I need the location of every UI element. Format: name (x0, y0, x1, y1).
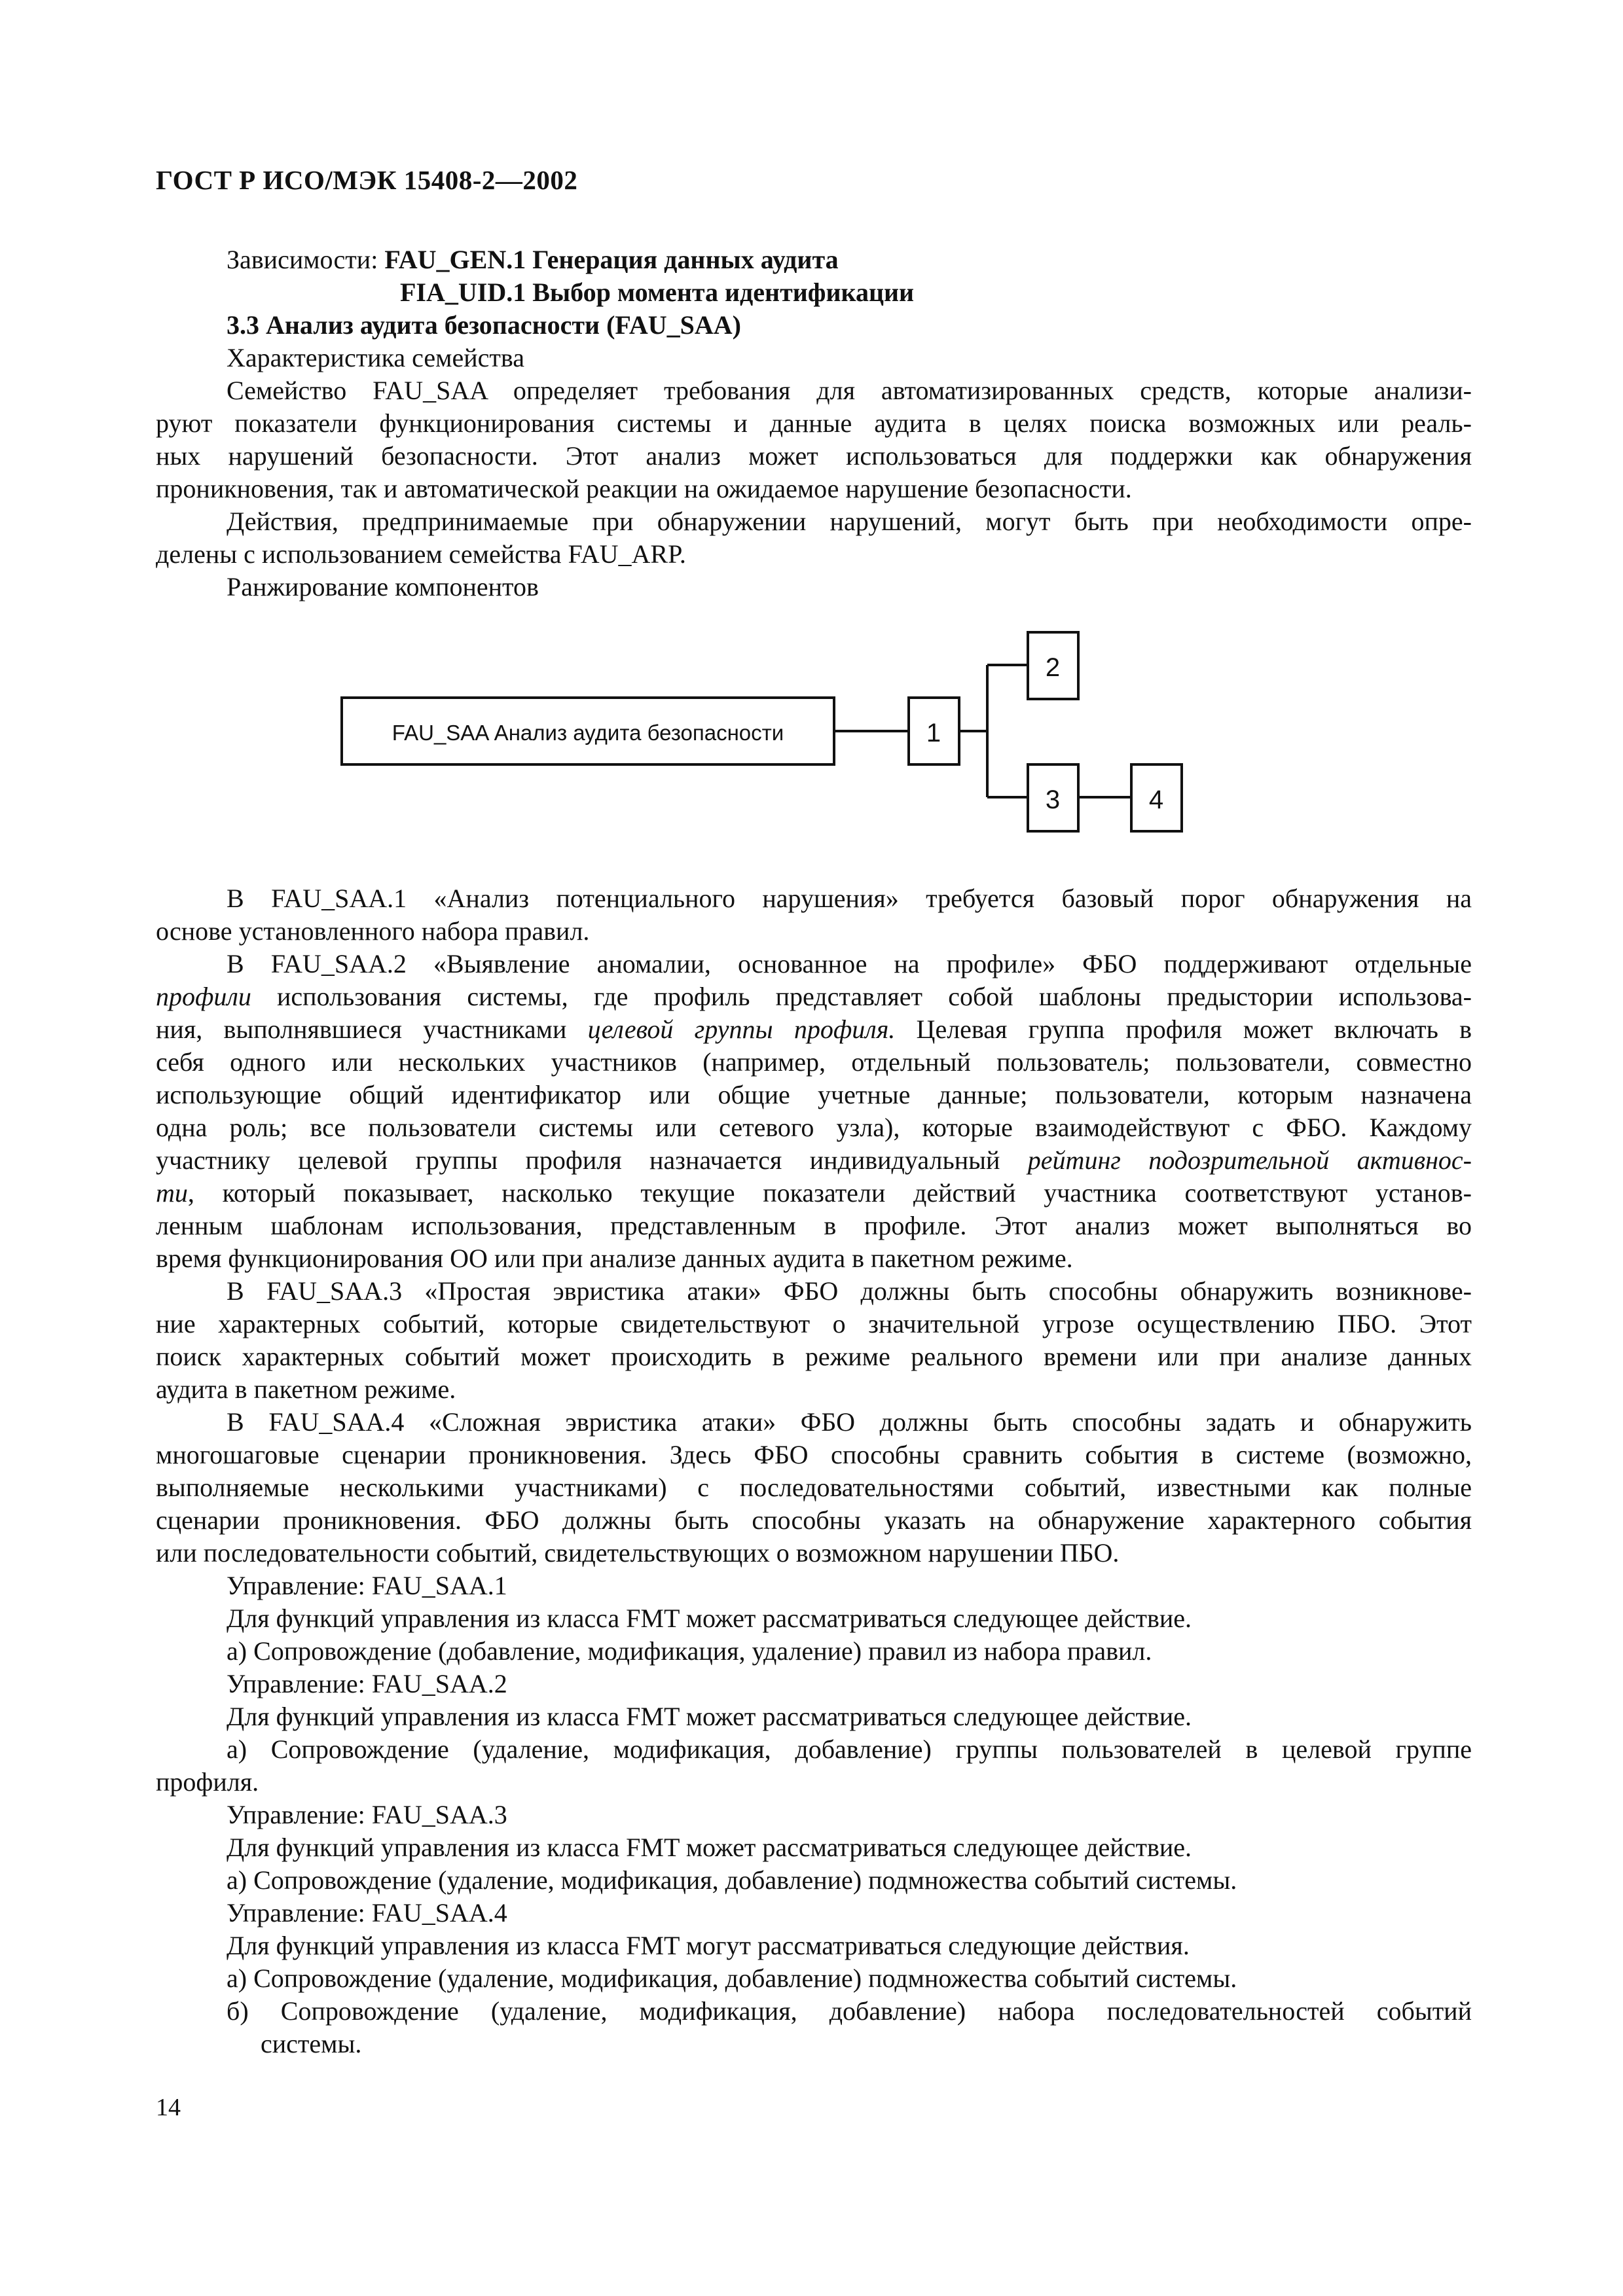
management-intro: Для функций управления из класса FMT могут рассматриваться следующие действия. (227, 1931, 1190, 1960)
family-box-label: FAU_SAA Анализ аудита безопасности (392, 721, 784, 745)
dependencies-label: Зависимости: (227, 245, 385, 274)
saa2-paragraph (156, 948, 1472, 1275)
management-title: Управление: FAU_SAA.1 (227, 1571, 507, 1600)
management-saa4 (156, 1897, 1472, 2060)
paragraph-line: Действия, предпринимаемые при обнаружении нарушений, могут быть при необходимости опре- (227, 507, 1472, 536)
paragraph-line: многошаговые сценарии проникновения. Здесь ФБО способны сравнить события в системе (возможно, (156, 1440, 1472, 1469)
section-title: 3.3 Анализ аудита безопасности (FAU_SAA) (227, 310, 741, 340)
paragraph-line: выполняемые несколькими участниками) с последовательностями событий, известными как полные (156, 1473, 1472, 1502)
paragraph-line: В FAU_SAA.2 «Выявление аномалии, основанное на профиле» ФБО поддерживают отдельные (227, 949, 1472, 978)
text-run: , который показывает, насколько текущие показатели действий участника соответствуют установ- (187, 1178, 1472, 1208)
top-text-block (156, 243, 1472, 603)
italic-term: рейтинг подозрительной активнос- (1027, 1145, 1472, 1175)
management-item: а) Сопровождение (удаление, модификация, добавление) подмножества событий системы. (227, 1964, 1237, 1993)
management-intro: Для функций управления из класса FMT может рассматриваться следующее действие. (227, 1833, 1192, 1862)
paragraph-line: себя одного или нескольких участников (например, отдельный пользователь; пользователи, совместно (156, 1047, 1472, 1077)
dependency-fia-uid-1: FIA_UID.1 Выбор момента идентификации (400, 278, 915, 307)
text-run: Целевая группа профиля может включать в (895, 1014, 1472, 1044)
paragraph-line: время функционирования ОО или при анализе данных аудита в пакетном режиме. (156, 1244, 1073, 1273)
paragraph-line (156, 980, 1472, 1013)
management-saa3 (156, 1799, 1472, 1897)
paragraph-line (156, 1013, 1472, 1046)
body-text-block (156, 882, 1472, 2060)
management-item-continuation: системы. (261, 2029, 362, 2058)
text-run: использования системы, где профиль представляет собой шаблоны предыстории использова- (251, 982, 1472, 1011)
management-saa1 (156, 1570, 1472, 1668)
text-run: ния, выполнявшиеся участниками (156, 1014, 588, 1044)
component-box-4 (1131, 764, 1182, 831)
saa3-paragraph (156, 1275, 1472, 1406)
component-label-4: 4 (1148, 785, 1164, 814)
family-box (342, 698, 834, 764)
management-intro: Для функций управления из класса FMT может рассматриваться следующее действие. (227, 1604, 1192, 1633)
saa4-paragraph (156, 1406, 1472, 1570)
paragraph-line (156, 1177, 1472, 1210)
paragraph-line: В FAU_SAA.1 «Анализ потенциального нарушения» требуется базовый порог обнаружения на (227, 884, 1472, 913)
family-paragraph-2 (156, 505, 1472, 571)
dependencies-line-1 (156, 243, 1472, 276)
page-number: 14 (156, 2094, 181, 2121)
paragraph-line: ние характерных событий, которые свидетельствуют о значительной угрозе осуществлению ПБО. Этот (156, 1309, 1472, 1338)
component-label-2: 2 (1045, 653, 1061, 682)
family-paragraph-1 (156, 374, 1472, 505)
paragraph-line: Семейство FAU_SAA определяет требования для автоматизированных средств, которые анализи- (227, 376, 1472, 405)
paragraph-line: проникновения, так и автоматической реакции на ожидаемое нарушение безопасности. (156, 474, 1132, 503)
italic-term: ти (156, 1178, 188, 1208)
paragraph-line: использующие общий идентификатор или общие учетные данные; пользователи, которым назначена (156, 1080, 1472, 1109)
management-item: а) Сопровождение (удаление, модификация, добавление) подмножества событий системы. (227, 1865, 1237, 1895)
management-title: Управление: FAU_SAA.2 (227, 1669, 507, 1698)
management-title: Управление: FAU_SAA.4 (227, 1898, 507, 1928)
paragraph-line: сценарии проникновения. ФБО должны быть способны указать на обнаружение характерного события (156, 1505, 1472, 1535)
paragraph-line: В FAU_SAA.3 «Простая эвристика атаки» ФБО должны быть способны обнаружить возникнове- (227, 1276, 1472, 1306)
paragraph-line (156, 1144, 1472, 1177)
dependency-fau-gen-1: FAU_GEN.1 Генерация данных аудита (384, 245, 839, 274)
component-box-3 (1028, 764, 1078, 831)
paragraph-line: аудита в пакетном режиме. (156, 1374, 456, 1404)
component-label-1: 1 (926, 719, 941, 747)
component-box-2 (1028, 632, 1078, 699)
component-label-3: 3 (1045, 785, 1061, 814)
component-box-1 (909, 698, 959, 764)
paragraph-line: или последовательности событий, свидетельствующих о возможном нарушении ПБО. (156, 1538, 1120, 1568)
paragraph-line: поиск характерных событий может происходить в режиме реального времени или при анализе данных (156, 1342, 1472, 1371)
paragraph-line: основе установленного набора правил. (156, 916, 590, 946)
management-saa2 (156, 1668, 1472, 1799)
paragraph-line: руют показатели функционирования системы и данные аудита в целях поиска возможных или реаль- (156, 408, 1472, 438)
management-item: а) Сопровождение (удаление, модификация, добавление) группы пользователей в целевой группе (227, 1734, 1472, 1764)
management-item: б) Сопровождение (удаление, модификация, добавление) набора последовательностей событий (227, 1996, 1472, 2026)
italic-term: целевой группы профиля. (587, 1014, 896, 1044)
paragraph-line: В FAU_SAA.4 «Сложная эвристика атаки» ФБО должны быть способны задать и обнаружить (227, 1407, 1472, 1437)
italic-term: профили (156, 982, 251, 1011)
management-intro: Для функций управления из класса FMT может рассматриваться следующее действие. (227, 1702, 1192, 1731)
management-item: а) Сопровождение (добавление, модификация, удаление) правил из набора правил. (227, 1636, 1152, 1666)
management-item-continuation: профиля. (156, 1767, 259, 1797)
paragraph-line: делены с использованием семейства FAU_ARP. (156, 539, 686, 569)
document-header: ГОСТ Р ИСО/МЭК 15408-2—2002 (156, 165, 578, 195)
paragraph-line: одна роль; все пользователи системы или сетевого узла), которые взаимодействуют с ФБО. Каждому (156, 1113, 1472, 1142)
paragraph-line: ных нарушений безопасности. Этот анализ может использоваться для поддержки как обнаружения (156, 441, 1472, 471)
management-title: Управление: FAU_SAA.3 (227, 1800, 507, 1829)
saa1-paragraph (156, 882, 1472, 948)
text-run: участнику целевой группы профиля назначается индивидуальный (156, 1145, 1028, 1175)
family-heading: Характеристика семейства (227, 343, 524, 372)
paragraph-line: ленным шаблонам использования, представленным в профиле. Этот анализ может выполняться во (156, 1211, 1472, 1240)
ranking-heading: Ранжирование компонентов (227, 572, 539, 601)
